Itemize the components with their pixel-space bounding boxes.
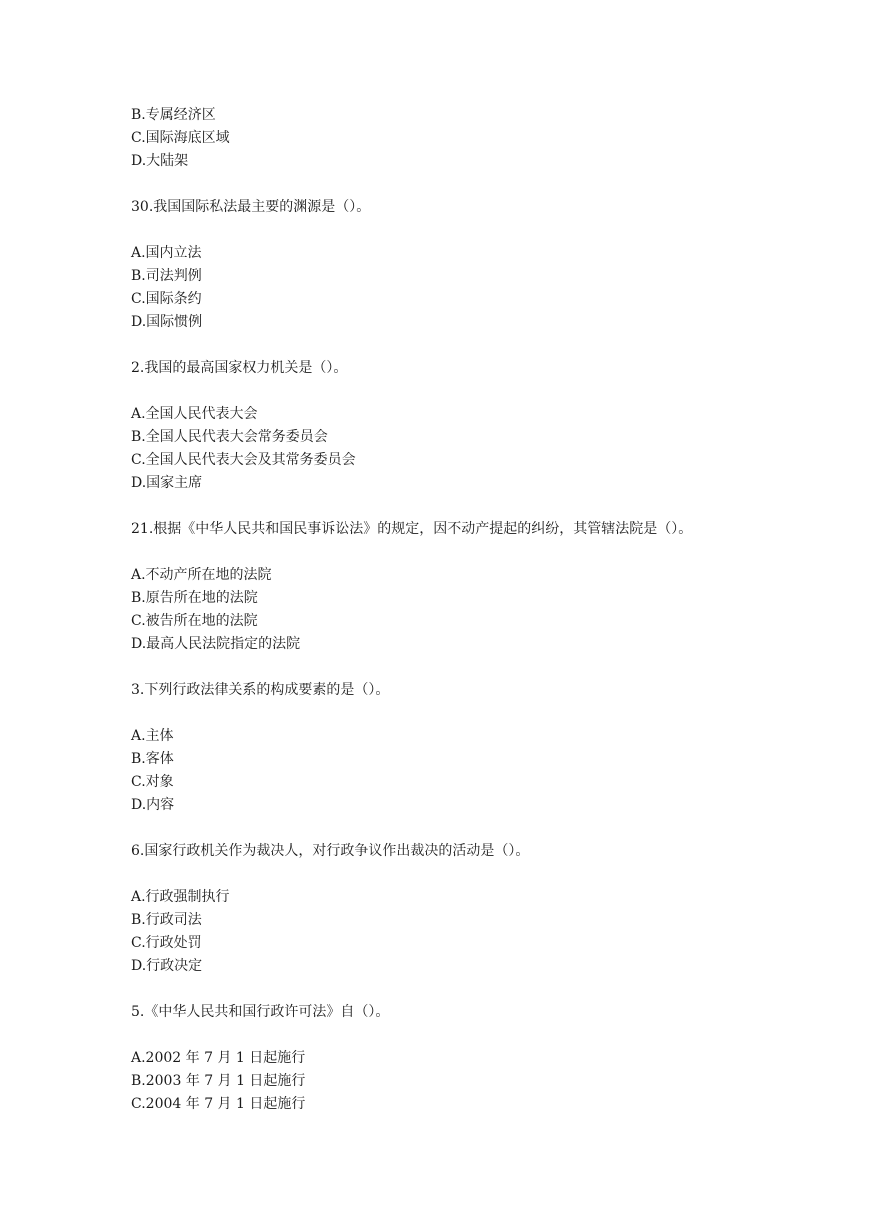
options-block [131,725,831,817]
option-a: A.国内立法 [131,245,202,261]
option-c: C.2004 年 7 月 1 日起施行 [131,1096,306,1112]
options-block [131,104,831,173]
option-c: C.被告所在地的法院 [131,613,258,629]
option-b: B.原告所在地的法院 [131,590,258,606]
option-b: B.全国人民代表大会常务委员会 [131,429,328,445]
question-2 [131,357,831,380]
option-d: D.内容 [131,797,175,813]
option-b: B.行政司法 [131,912,202,928]
document-page [131,104,831,1139]
question-5 [131,1001,831,1024]
option-a: A.2002 年 7 月 1 日起施行 [131,1050,306,1066]
option-d: D.行政决定 [131,958,203,974]
option-a: A.不动产所在地的法院 [131,567,272,583]
question-text: 30.我国国际私法最主要的渊源是（）。 [131,199,371,215]
option-a: A.主体 [131,728,174,744]
question-text: 21.根据《中华人民共和国民事诉讼法》的规定，因不动产提起的纠纷，其管辖法院是（）。 [131,521,693,537]
option-d: D.最高人民法院指定的法院 [131,636,301,652]
options-block [131,1047,831,1116]
option-a: A.行政强制执行 [131,889,230,905]
option-a: A.全国人民代表大会 [131,406,258,422]
option-d: D.国家主席 [131,475,203,491]
option-c: C.国际海底区域 [131,130,230,146]
question-text: 5.《中华人民共和国行政许可法》自（）。 [131,1004,390,1020]
question-21 [131,518,831,541]
option-b: B.客体 [131,751,174,767]
question-6 [131,840,831,863]
question-text: 6.国家行政机关作为裁决人，对行政争议作出裁决的活动是（）。 [131,843,530,859]
options-block [131,242,831,334]
option-c: C.对象 [131,774,174,790]
option-b: B.专属经济区 [131,107,216,123]
option-c: C.全国人民代表大会及其常务委员会 [131,452,356,468]
options-block [131,403,831,495]
option-d: D.大陆架 [131,153,189,169]
options-block [131,886,831,978]
question-30 [131,196,831,219]
question-text: 2.我国的最高国家权力机关是（）。 [131,360,348,376]
option-c: C.国际条约 [131,291,202,307]
option-b: B.2003 年 7 月 1 日起施行 [131,1073,306,1089]
option-c: C.行政处罚 [131,935,202,951]
option-d: D.国际惯例 [131,314,203,330]
question-3 [131,679,831,702]
question-text: 3.下列行政法律关系的构成要素的是（）。 [131,682,390,698]
option-b: B.司法判例 [131,268,202,284]
options-block [131,564,831,656]
